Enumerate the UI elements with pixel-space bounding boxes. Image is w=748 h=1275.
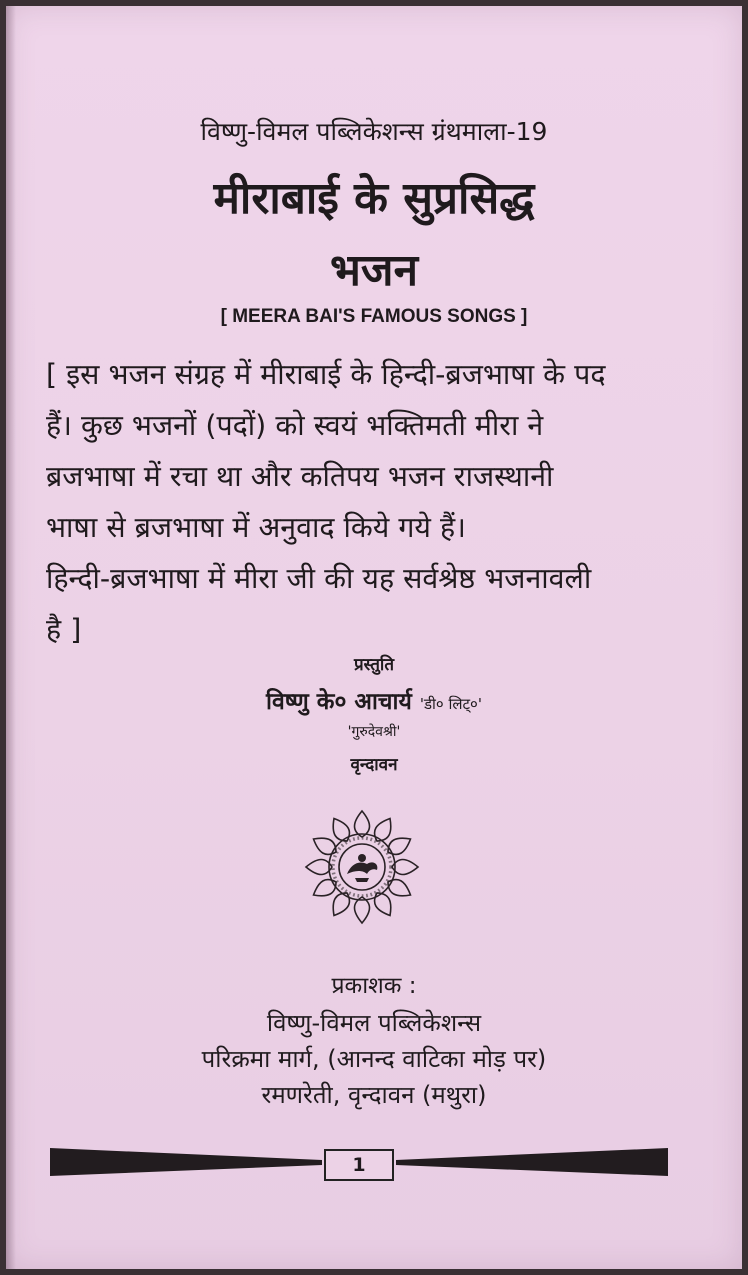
author-line (6, 684, 742, 716)
author-alias: 'गुरुदेवश्री' (347, 724, 401, 740)
author-name: विष्णु के० आचार्य (266, 689, 412, 715)
series-title: विष्णु-विमल पब्लिकेशन्स ग्रंथमाला-19 (200, 117, 548, 146)
presenter-place: वृन्दावन (350, 755, 398, 775)
presenter-label: प्रस्तुति (353, 655, 395, 675)
book-page (6, 6, 742, 1269)
title-line-1: मीराबाई के सुप्रसिद्ध (213, 173, 535, 224)
publisher-address-line-1: परिक्रमा मार्ग, (आनन्द वाटिका मोड़ पर) (201, 1045, 547, 1073)
description-line: हिन्दी-ब्रजभाषा में मीरा जी की यह सर्वश्रेष्ठ भजनावली (46, 562, 592, 595)
description-line: ब्रजभाषा में रचा था और कतिपय भजन राजस्थानी (46, 460, 554, 493)
lotus-emblem-icon (303, 808, 421, 926)
title-line-2: भजन (330, 245, 418, 296)
publisher-name: विष्णु-विमल पब्लिकेशन्स (266, 1009, 482, 1037)
description-line: हैं। कुछ भजनों (पदों) को स्वयं भक्तिमती मीरा ने (46, 409, 544, 442)
author-degree: 'डी० लिट्०' (419, 695, 482, 713)
description-line: [ इस भजन संग्रह में मीराबाई के हिन्दी-ब्रजभाषा के पद (46, 358, 606, 391)
page-number: 1 (324, 1149, 394, 1181)
description-line: है ] (46, 613, 82, 646)
description-paragraph (46, 349, 678, 655)
description-line: भाषा से ब्रजभाषा में अनुवाद किये गये हैं। (46, 511, 466, 544)
english-title: [ MEERA BAI'S FAMOUS SONGS ] (220, 306, 528, 327)
publisher-address-line-2: रमणरेती, वृन्दावन (मथुरा) (261, 1081, 487, 1109)
publisher-heading: प्रकाशक : (331, 973, 417, 999)
